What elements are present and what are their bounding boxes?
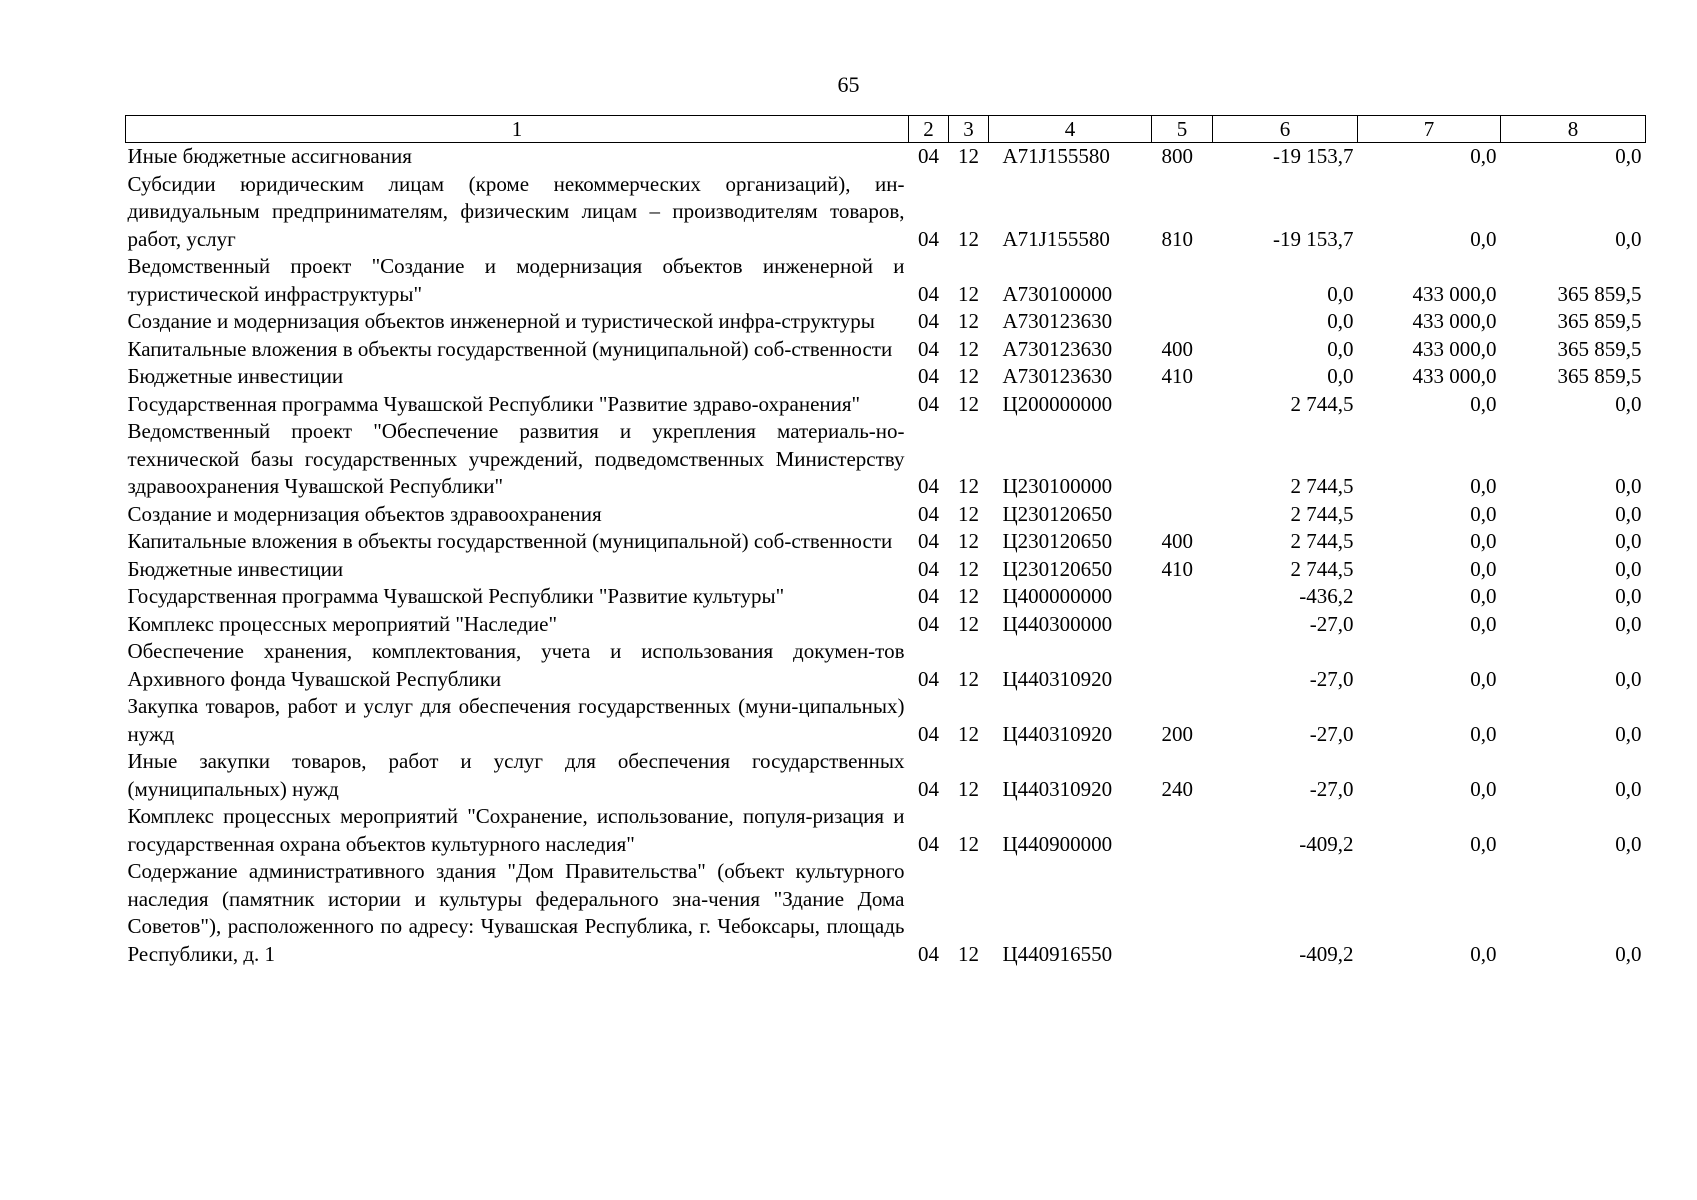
- row-amount-7: 0,0: [1470, 831, 1497, 856]
- row-target-article: Ц440916550: [1002, 941, 1113, 966]
- header-col-7: 7: [1358, 116, 1501, 143]
- row-amount-6: -27,0: [1309, 776, 1354, 801]
- row-name: Капитальные вложения в объекты государственной (муниципальной) соб-ственности: [127, 529, 893, 553]
- row-amount-7: 433 000,0: [1412, 336, 1497, 361]
- table-row: [126, 308, 1646, 336]
- row-amount-6: 0,0: [1327, 336, 1354, 361]
- row-name: Комплекс процессных мероприятий "Наследие": [127, 611, 558, 636]
- row-amount-8: 0,0: [1615, 474, 1642, 498]
- table-row: [126, 501, 1646, 529]
- header-col-2: 2: [909, 116, 949, 143]
- row-section: 04: [918, 666, 939, 691]
- row-amount-7: 0,0: [1470, 144, 1497, 168]
- row-section: 04: [918, 391, 939, 416]
- row-subsection: 12: [958, 666, 979, 691]
- row-amount-8: 0,0: [1615, 226, 1642, 251]
- row-amount-8: 0,0: [1615, 941, 1642, 966]
- table-row: [126, 803, 1646, 858]
- row-amount-8: 0,0: [1615, 556, 1642, 581]
- header-col-6: 6: [1213, 116, 1358, 143]
- table-body: [126, 143, 1646, 969]
- row-amount-6: 0,0: [1327, 309, 1354, 333]
- row-subsection: 12: [958, 721, 979, 746]
- row-target-article: Ц230120650: [1002, 529, 1113, 553]
- budget-table: [125, 115, 1646, 968]
- row-target-article: A730123630: [1002, 364, 1113, 388]
- row-name: Капитальные вложения в объекты государственной (муниципальной) соб-ственности: [127, 336, 893, 361]
- row-amount-7: 433 000,0: [1412, 364, 1497, 388]
- row-amount-7: 0,0: [1470, 474, 1497, 498]
- row-subsection: 12: [958, 556, 979, 581]
- row-amount-7: 0,0: [1470, 941, 1497, 966]
- row-amount-8: 0,0: [1615, 721, 1642, 746]
- row-name: Субсидии юридическим лицам (кроме некоммерческих организаций), ин-дивидуальным предпринимателям, физическим лицам – производителям товаров, работ, услуг: [127, 171, 905, 251]
- row-expense-type: 810: [1161, 226, 1193, 251]
- row-amount-8: 0,0: [1615, 831, 1642, 856]
- row-subsection: 12: [958, 831, 979, 856]
- table-row: [126, 556, 1646, 584]
- row-section: 04: [918, 529, 939, 553]
- row-target-article: Ц400000000: [1002, 584, 1113, 608]
- row-expense-type: 240: [1161, 776, 1193, 801]
- row-subsection: 12: [958, 776, 979, 801]
- row-section: 04: [918, 831, 939, 856]
- row-target-article: Ц230120650: [1002, 556, 1113, 581]
- row-name: Бюджетные инвестиции: [127, 556, 344, 581]
- row-target-article: Ц440900000: [1002, 831, 1113, 856]
- table-header: [126, 116, 1646, 143]
- row-subsection: 12: [958, 529, 979, 553]
- row-target-article: Ц440310920: [1002, 666, 1113, 691]
- row-amount-7: 433 000,0: [1412, 281, 1497, 306]
- row-expense-type: [1152, 583, 1213, 611]
- header-col-5: 5: [1152, 116, 1213, 143]
- row-name: Иные бюджетные ассигнования: [127, 144, 412, 168]
- row-expense-type: [1152, 501, 1213, 529]
- row-section: 04: [918, 941, 939, 966]
- row-target-article: Ц230120650: [1002, 501, 1113, 526]
- row-target-article: Ц440310920: [1002, 776, 1113, 801]
- row-name: Обеспечение хранения, комплектования, учета и использования докумен-тов Архивного фонда Чувашской Республики: [127, 639, 905, 691]
- table-row: [126, 693, 1646, 748]
- row-target-article: Ц440310920: [1002, 721, 1113, 746]
- row-amount-6: 2 744,5: [1290, 556, 1354, 581]
- row-amount-7: 0,0: [1470, 391, 1497, 416]
- row-expense-type: 800: [1161, 144, 1193, 168]
- row-name: Закупка товаров, работ и услуг для обеспечения государственных (муни-ципальных) нужд: [127, 694, 905, 746]
- row-expense-type: 410: [1161, 556, 1193, 581]
- row-amount-6: -409,2: [1299, 831, 1354, 856]
- row-section: 04: [918, 364, 939, 388]
- table-row: [126, 143, 1646, 171]
- row-section: 04: [918, 721, 939, 746]
- row-section: 04: [918, 776, 939, 801]
- row-amount-8: 0,0: [1615, 666, 1642, 691]
- row-amount-7: 0,0: [1470, 721, 1497, 746]
- row-amount-7: 0,0: [1470, 584, 1497, 608]
- row-amount-6: -27,0: [1309, 611, 1354, 636]
- table-row: [126, 528, 1646, 556]
- row-name: Создание и модернизация объектов здравоохранения: [127, 501, 602, 526]
- table-row: [126, 858, 1646, 968]
- row-subsection: 12: [958, 226, 979, 251]
- table-row: [126, 253, 1646, 308]
- header-col-4: 4: [989, 116, 1152, 143]
- row-amount-7: 0,0: [1470, 226, 1497, 251]
- row-name: Комплекс процессных мероприятий "Сохранение, использование, популя-ризация и государственная охрана объектов культурного наследия": [127, 804, 905, 856]
- row-subsection: 12: [958, 144, 979, 168]
- header-col-1: 1: [126, 116, 909, 143]
- row-amount-8: 365 859,5: [1557, 309, 1642, 333]
- row-expense-type: [1152, 391, 1213, 419]
- page-number: 65: [837, 72, 860, 97]
- row-amount-8: 365 859,5: [1557, 364, 1642, 388]
- row-subsection: 12: [958, 281, 979, 306]
- row-expense-type: [1152, 253, 1213, 308]
- row-amount-6: -436,2: [1299, 584, 1354, 608]
- row-amount-8: 0,0: [1615, 611, 1642, 636]
- row-target-article: A730123630: [1002, 309, 1113, 333]
- row-expense-type: [1152, 611, 1213, 639]
- row-expense-type: 400: [1161, 336, 1193, 361]
- row-section: 04: [918, 611, 939, 636]
- row-amount-8: 0,0: [1615, 501, 1642, 526]
- row-target-article: A71J155580: [1002, 144, 1110, 168]
- row-target-article: A730100000: [1002, 281, 1113, 306]
- row-target-article: Ц200000000: [1002, 391, 1113, 416]
- table-row: [126, 611, 1646, 639]
- row-amount-7: 0,0: [1470, 529, 1497, 553]
- row-target-article: A71J155580: [1002, 226, 1110, 251]
- row-name: Содержание административного здания "Дом Правительства" (объект культурного наследия (памятник истории и культуры федерального зна-чения "Здание Дома Советов"), расположенного по адресу: Чувашская Республика, г. Чебоксары, площадь Республики, д. 1: [127, 859, 905, 966]
- row-amount-6: -19 153,7: [1273, 226, 1354, 251]
- header-col-8: 8: [1501, 116, 1646, 143]
- row-amount-7: 0,0: [1470, 776, 1497, 801]
- row-amount-8: 365 859,5: [1557, 336, 1642, 361]
- row-expense-type: [1152, 418, 1213, 501]
- row-section: 04: [918, 556, 939, 581]
- row-expense-type: 200: [1161, 721, 1193, 746]
- row-amount-6: -27,0: [1309, 721, 1354, 746]
- row-subsection: 12: [958, 501, 979, 526]
- row-amount-8: 0,0: [1615, 776, 1642, 801]
- row-name: Государственная программа Чувашской Республики "Развитие здраво-охранения": [127, 391, 861, 416]
- row-amount-6: 2 744,5: [1290, 391, 1354, 416]
- row-section: 04: [918, 226, 939, 251]
- table-row: [126, 418, 1646, 501]
- row-name: Ведомственный проект "Создание и модернизация объектов инженерной и туристической инфраструктуры": [127, 254, 905, 306]
- row-name: Иные закупки товаров, работ и услуг для обеспечения государственных (муниципальных) нужд: [127, 749, 905, 801]
- row-amount-6: -409,2: [1299, 941, 1354, 966]
- row-amount-6: 0,0: [1327, 364, 1354, 388]
- table-row: [126, 336, 1646, 364]
- row-name: Бюджетные инвестиции: [127, 364, 344, 388]
- row-expense-type: [1152, 803, 1213, 858]
- table-row: [126, 748, 1646, 803]
- row-subsection: 12: [958, 611, 979, 636]
- row-target-article: A730123630: [1002, 336, 1113, 361]
- table-row: [126, 363, 1646, 391]
- row-expense-type: 410: [1161, 364, 1193, 388]
- row-amount-8: 0,0: [1615, 584, 1642, 608]
- row-target-article: Ц440300000: [1002, 611, 1113, 636]
- row-section: 04: [918, 281, 939, 306]
- row-amount-8: 365 859,5: [1557, 281, 1642, 306]
- row-subsection: 12: [958, 309, 979, 333]
- row-amount-7: 0,0: [1470, 611, 1497, 636]
- table-row: [126, 171, 1646, 254]
- row-section: 04: [918, 309, 939, 333]
- row-subsection: 12: [958, 336, 979, 361]
- row-amount-7: 0,0: [1470, 666, 1497, 691]
- row-section: 04: [918, 336, 939, 361]
- row-target-article: Ц230100000: [1002, 474, 1113, 498]
- row-amount-8: 0,0: [1615, 391, 1642, 416]
- header-row: [126, 116, 1646, 143]
- row-amount-7: 0,0: [1470, 501, 1497, 526]
- row-amount-6: 2 744,5: [1290, 501, 1354, 526]
- row-section: 04: [918, 474, 939, 498]
- row-expense-type: 400: [1161, 529, 1193, 553]
- row-subsection: 12: [958, 584, 979, 608]
- row-amount-7: 433 000,0: [1412, 309, 1497, 333]
- header-col-3: 3: [949, 116, 989, 143]
- row-name: Ведомственный проект "Обеспечение развития и укрепления материаль-но-технической базы государственных учреждений, подведомственных Министерству здравоохранения Чувашской Республики": [127, 419, 905, 498]
- row-name: Создание и модернизация объектов инженерной и туристической инфра-структуры: [127, 309, 875, 333]
- row-amount-6: -27,0: [1309, 666, 1354, 691]
- row-amount-7: 0,0: [1470, 556, 1497, 581]
- row-section: 04: [918, 501, 939, 526]
- row-amount-6: 2 744,5: [1290, 474, 1354, 498]
- row-subsection: 12: [958, 941, 979, 966]
- row-amount-8: 0,0: [1615, 529, 1642, 553]
- row-amount-8: 0,0: [1615, 144, 1642, 168]
- row-expense-type: [1152, 638, 1213, 693]
- row-section: 04: [918, 144, 939, 168]
- row-amount-6: -19 153,7: [1273, 144, 1354, 168]
- row-subsection: 12: [958, 474, 979, 498]
- table-row: [126, 583, 1646, 611]
- row-section: 04: [918, 584, 939, 608]
- row-subsection: 12: [958, 364, 979, 388]
- row-amount-6: 2 744,5: [1290, 529, 1354, 553]
- table-row: [126, 638, 1646, 693]
- row-subsection: 12: [958, 391, 979, 416]
- table-row: [126, 391, 1646, 419]
- row-amount-6: 0,0: [1327, 281, 1354, 306]
- row-expense-type: [1152, 308, 1213, 336]
- row-name: Государственная программа Чувашской Республики "Развитие культуры": [127, 584, 785, 608]
- row-expense-type: [1152, 858, 1213, 968]
